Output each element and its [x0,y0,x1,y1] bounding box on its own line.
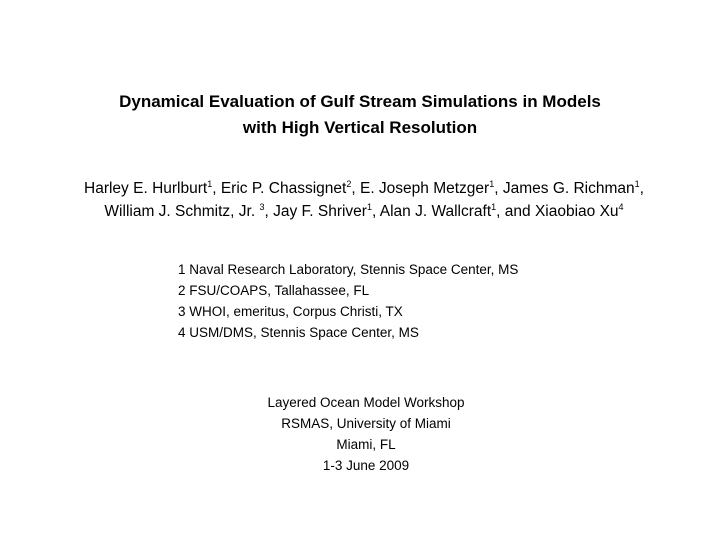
author-affiliation-mark: 1 [489,179,495,189]
author-affiliation-mark: 1 [366,202,372,212]
author [84,180,221,197]
author [503,180,644,197]
author-name: James G. Richman [502,180,635,197]
author-name: Eric P. Chassignet [220,180,347,197]
affiliation-item: 4 USM/DMS, Stennis Space Center, MS [178,325,419,340]
author [535,203,624,220]
author-affiliation-mark: 1 [207,179,213,189]
affiliation-list [178,259,518,343]
author-name: Jay F. Shriver [273,203,367,220]
author [360,180,503,197]
author-separator: , [264,203,274,220]
affiliation-item: 2 FSU/COAPS, Tallahassee, FL [178,283,370,298]
author-separator: , and [496,203,535,220]
author-affiliation-mark: 2 [346,179,352,189]
presentation-title [40,89,680,141]
author-separator: , [351,180,360,197]
title-line-2: with High Vertical Resolution [242,118,478,137]
author-affiliation-mark: 1 [491,202,497,212]
author-name: Alan J. Wallcraft [379,203,492,220]
author-affiliation-mark: 4 [618,202,624,212]
author-separator: , [639,180,644,197]
author-name: Xiaobiao Xu [534,203,619,220]
venue-event: Layered Ocean Model Workshop [267,395,465,410]
venue-host: RSMAS, University of Miami [281,416,451,431]
affiliation-item: 1 Naval Research Laboratory, Stennis Space Center, MS [178,262,519,277]
author-name: William J. Schmitz, Jr. [104,203,260,220]
author-name: Harley E. Hurlburt [84,180,208,197]
author [104,203,273,220]
venue-date: 1-3 June 2009 [322,458,410,473]
author-list [40,177,688,223]
author-separator: , [494,180,503,197]
affiliation-item: 3 WHOI, emeritus, Corpus Christi, TX [178,304,403,319]
author [380,203,535,220]
author-separator: , [371,203,380,220]
author-affiliation-mark: 1 [634,179,640,189]
author-affiliation-mark: 3 [259,202,265,212]
venue-city: Miami, FL [336,437,396,452]
title-line-1: Dynamical Evaluation of Gulf Stream Simulations in Models [119,92,601,111]
venue-block [160,392,572,476]
author-name: E. Joseph Metzger [359,180,490,197]
author-separator: , [212,180,221,197]
author [273,203,380,220]
author [221,180,360,197]
